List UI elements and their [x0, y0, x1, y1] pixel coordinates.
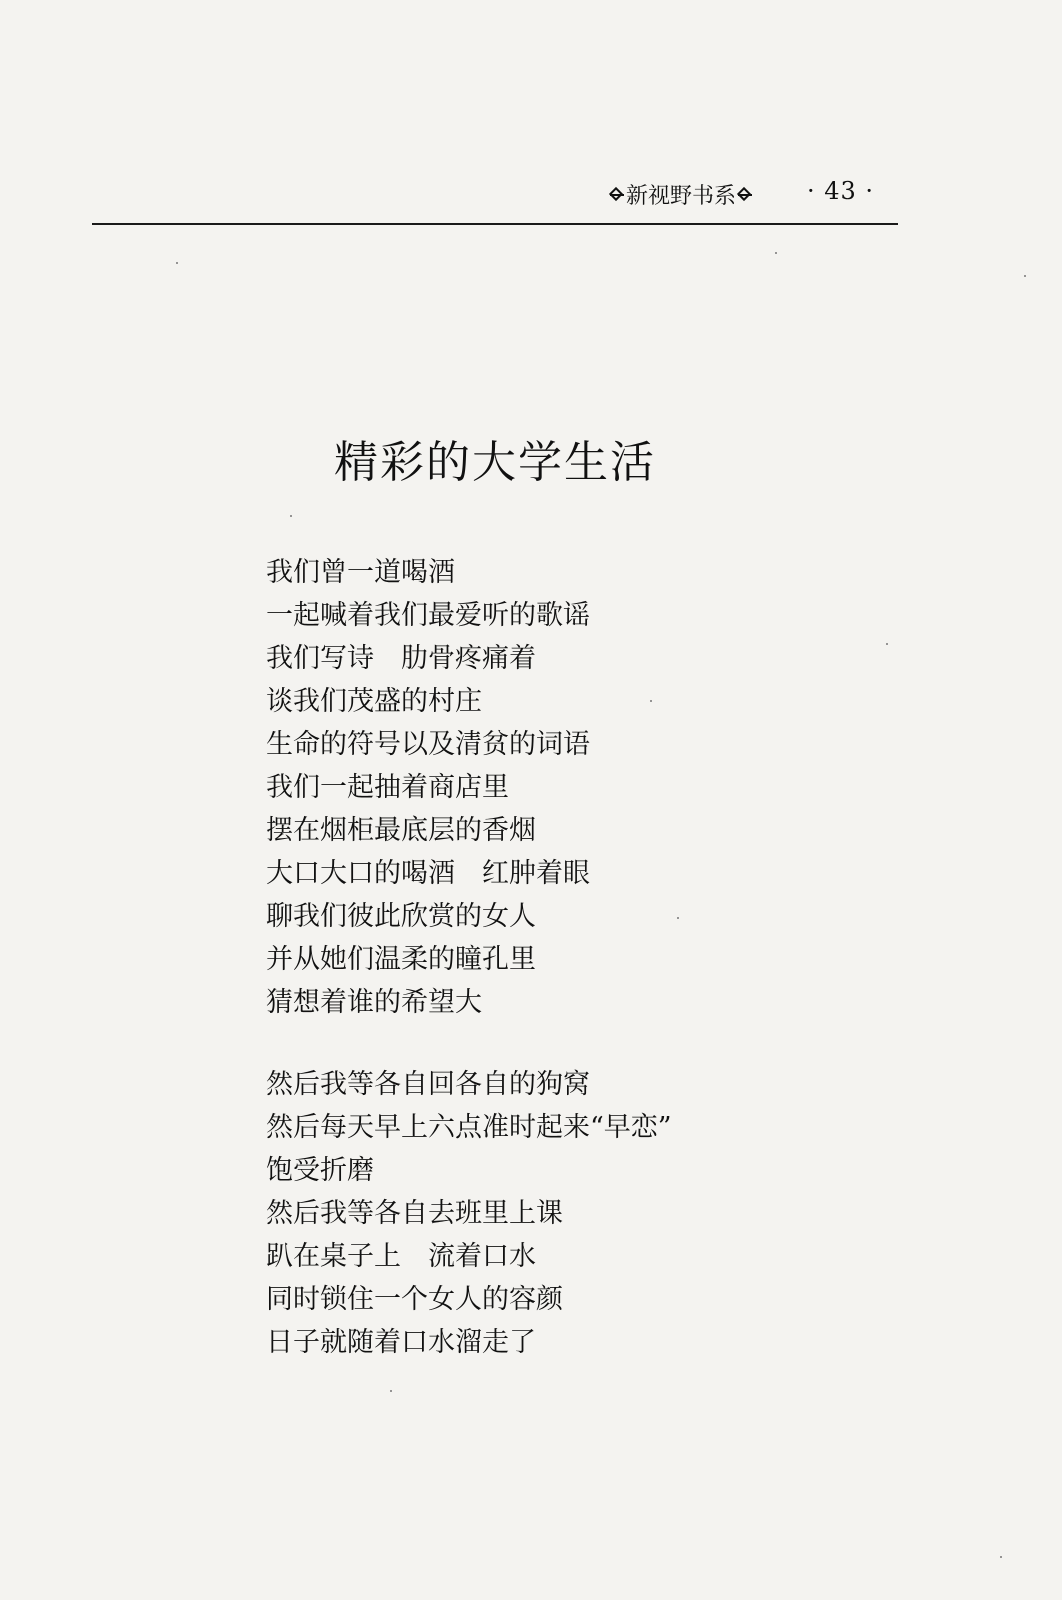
poem-line: 我们一起抽着商店里 [266, 772, 509, 803]
poem-line: 然后每天早上六点准时起来“早恋” [266, 1112, 672, 1143]
poem-line: 谈我们茂盛的村庄 [266, 686, 482, 717]
poem-line: 一起喊着我们最爱听的歌谣 [266, 600, 590, 631]
stanza-2 [266, 1063, 672, 1364]
page-number: · 43 · [806, 177, 874, 205]
series-name [610, 179, 752, 210]
scan-speck [775, 252, 777, 254]
scan-speck [886, 643, 888, 645]
poem-line: 趴在桌子上 流着口水 [266, 1241, 536, 1272]
diamond-ornament-icon [610, 188, 624, 202]
poem-line: 日子就随着口水溜走了 [266, 1327, 536, 1358]
stanza-1 [266, 551, 590, 1024]
poem-line: 然后我等各自去班里上课 [266, 1198, 563, 1229]
poem-line: 猜想着谁的希望大 [266, 987, 482, 1018]
poem-title: 精彩的大学生活 [334, 437, 656, 488]
poem-line: 饱受折磨 [266, 1155, 374, 1186]
scan-speck [1000, 1556, 1002, 1558]
poem-line: 大口大口的喝酒 红肿着眼 [266, 858, 590, 889]
scan-speck [677, 917, 679, 919]
diamond-ornament-icon [738, 188, 752, 202]
poem-line: 我们写诗 肋骨疼痛着 [266, 643, 536, 674]
scan-speck [176, 262, 178, 264]
scan-speck [390, 1390, 392, 1392]
poem-line: 生命的符号以及清贫的词语 [266, 729, 590, 760]
scan-speck [290, 515, 292, 517]
scan-speck [1024, 275, 1026, 277]
poem-line: 同时锁住一个女人的容颜 [266, 1284, 563, 1315]
series-label: 新视野书系 [625, 184, 736, 209]
poem-line: 我们曾一道喝酒 [266, 557, 455, 588]
poem-line: 摆在烟柜最底层的香烟 [266, 815, 536, 846]
poem-line: 然后我等各自回各自的狗窝 [266, 1069, 590, 1100]
poem-line: 并从她们温柔的瞳孔里 [266, 944, 536, 975]
poem-line: 聊我们彼此欣赏的女人 [266, 901, 536, 932]
scan-speck [650, 700, 652, 702]
running-header [92, 175, 898, 225]
